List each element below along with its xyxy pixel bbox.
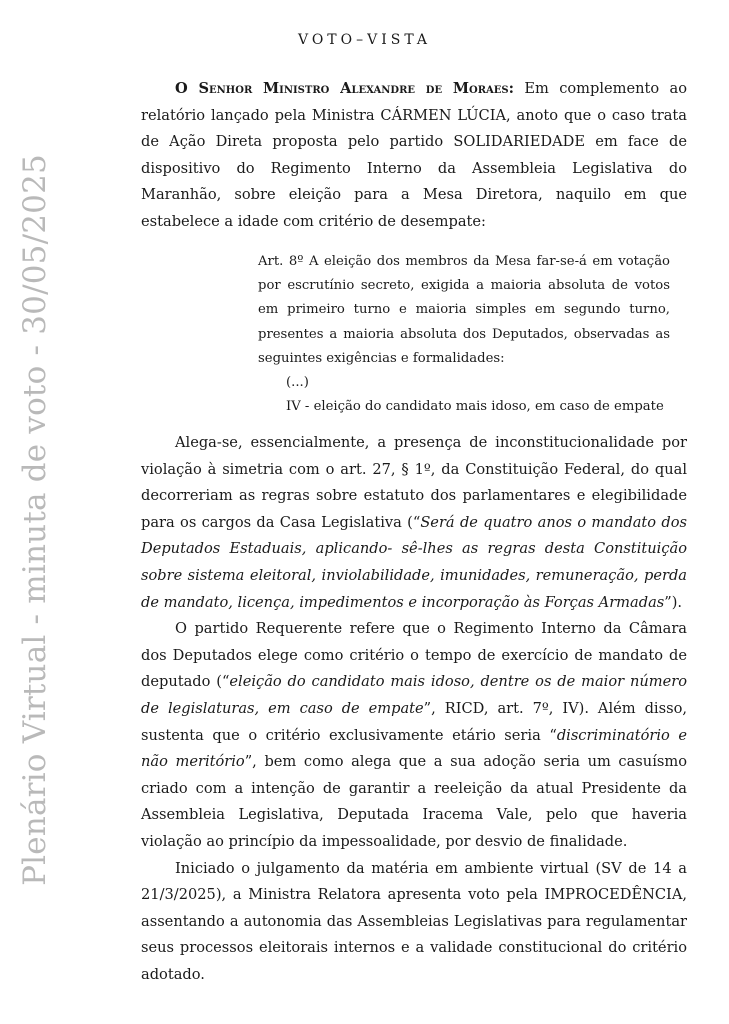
intro-block <box>141 76 687 236</box>
requerente-text-1: O partido Requerente refere que o Regimento Interno da Câmara dos Deputados elege como critério o tempo de exercício de mandato de deputado (“ <box>141 620 687 691</box>
allegation-close: ”). <box>664 593 683 611</box>
article-text: Art. 8º A eleição dos membros da Mesa far-se-á em votação por escrutínio secreto, exigida a maioria absoluta de votos em primeiro turno e maioria simples em segundo turno, presentes a maioria absoluta dos Deputados, observadas as seguintes exigências e formalidades: <box>258 254 670 366</box>
quote-ellipsis: (...) <box>286 375 309 391</box>
paragraph-allegation <box>141 430 687 616</box>
speaker-name: O Senhor Ministro Alexandre de Moraes: <box>175 80 515 97</box>
body-block <box>141 430 687 988</box>
page-title: VOTO–VISTA <box>297 32 432 48</box>
requerente-text-2: ”, RICD, art. 7º, IV). Além disso, sustenta que o critério exclusivamente etário seria “ <box>141 699 687 744</box>
paragraph-julgamento: Iniciado o julgamento da matéria em ambiente virtual (SV de 14 a 21/3/2025), a Ministra Relatora apresenta voto pela IMPROCEDÊNCIA, assentando a autonomia das Assembleias Legislativas para regulamentar seus processos eleitorais internos e a validade constitucional do critério adotado. <box>141 859 687 983</box>
watermark-text: Plenário Virtual - minuta de voto - 30/05/2025 <box>17 154 54 886</box>
allegation-quote: Será de quatro anos o mandato dos Deputados Estaduais, aplicando- sê-lhes as regras desta Constituição sobre sistema eleitoral, inviolabilidade, imunidades, remuneração, perda de mandato, licença, impedimentos e incorporação às Forças Armadas <box>141 513 687 611</box>
intro-text: Em complemento ao relatório lançado pela Ministra CÁRMEN LÚCIA, anoto que o caso trata de Ação Direta proposta pelo partido SOLIDARIEDADE em face de dispositivo do Regimento Interno da Assembleia Legislativa do Maranhão, sobre eleição para a Mesa Diretora, naquilo em que estabelece a idade com critério de desempate: <box>141 80 687 230</box>
requerente-quote-1: eleição do candidato mais idoso, dentre os de maior número de legislaturas, em caso de empate <box>141 673 687 717</box>
paragraph-requerente <box>141 616 687 855</box>
paragraph-intro <box>141 76 687 236</box>
article-item: IV - eleição do candidato mais idoso, em caso de empate <box>286 399 664 415</box>
requerente-text-3: ”, bem como alega que a sua adoção seria um casuísmo criado com a intenção de garantir a reeleição da atual Presidente da Assembleia Legislativa, Deputada Iracema Vale, pelo que haveria violação ao princípio da impessoalidade, por desvio de finalidade. <box>141 753 687 850</box>
allegation-text: Alega-se, essencialmente, a presença de inconstitucionalidade por violação à simetria com o art. 27, § 1º, da Constituição Federal, do qual decorreriam as regras sobre estatuto dos parlamentares e elegibilidade para os cargos da Casa Legislativa (“ <box>141 434 687 531</box>
quoted-article <box>258 250 670 419</box>
requerente-quote-2: discriminatório e não meritório <box>141 726 688 771</box>
watermark <box>10 120 60 920</box>
